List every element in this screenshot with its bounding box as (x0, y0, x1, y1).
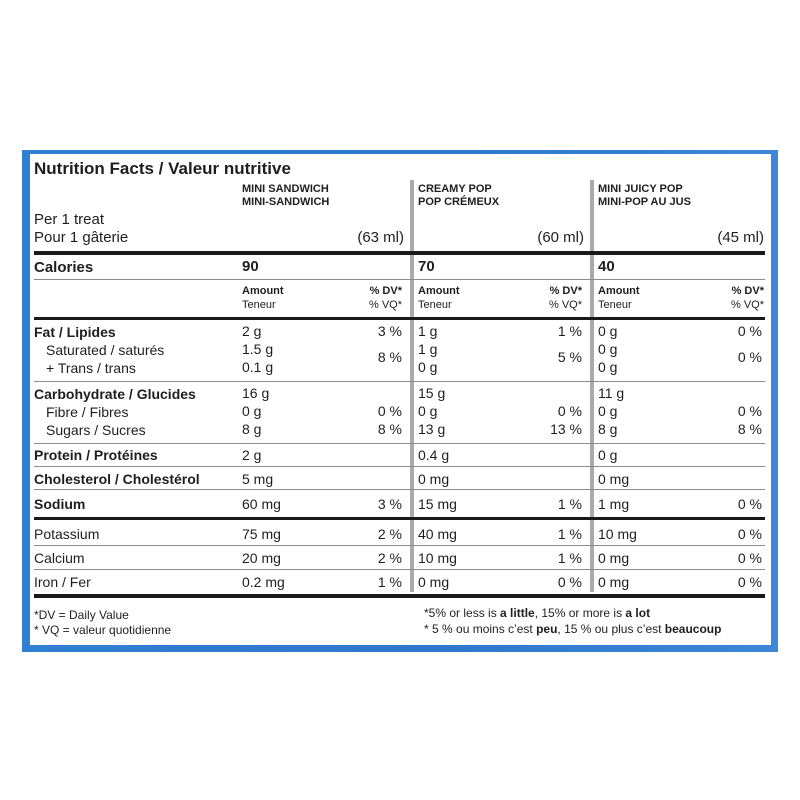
teneur-header: Teneur (418, 299, 452, 311)
trans-amount: 0.1 g (242, 359, 274, 375)
calcium-amount: 20 mg (242, 550, 281, 566)
calcium-amount: 10 mg (418, 550, 457, 566)
iron-amount: 0.2 mg (242, 574, 285, 590)
trans-amount: 0 g (598, 359, 618, 375)
guide-text: , 15% or more is (534, 606, 626, 620)
fibre-dv: 0 % (737, 403, 762, 419)
carbohydrate-amount: 11 g (598, 385, 625, 401)
product-3-calories: 40 (598, 258, 615, 275)
calcium-dv: 0 % (737, 550, 762, 566)
product-2-size: (60 ml) (537, 229, 584, 246)
sodium-amount: 60 mg (242, 496, 281, 512)
trans-label: + Trans / trans (46, 360, 136, 376)
sugars-dv: 8 % (377, 421, 402, 437)
rule-thick (34, 251, 765, 255)
sugars-amount: 13 g (418, 421, 446, 437)
vq-header: % VQ* (368, 299, 402, 311)
vq-header: % VQ* (730, 299, 764, 311)
potassium-amount: 10 mg (598, 526, 637, 542)
teneur-header: Teneur (242, 299, 276, 311)
rule (34, 569, 765, 570)
rule (34, 381, 765, 382)
product-3-name-en: MINI JUICY POP (598, 183, 683, 195)
potassium-label: Potassium (34, 526, 100, 542)
guide-text: *5% or less is (424, 606, 501, 620)
calcium-dv: 2 % (377, 550, 402, 566)
guide-emphasis: a little (500, 606, 535, 620)
fibre-dv: 0 % (377, 403, 402, 419)
dv-header: % DV* (549, 285, 582, 297)
rule-thick (34, 317, 765, 320)
calcium-label: Calcium (34, 550, 85, 566)
rule-thick (34, 517, 765, 520)
guide-text: * 5 % ou moins c’est (424, 622, 537, 636)
fat-dv: 1 % (557, 323, 582, 339)
calories-label: Calories (34, 259, 94, 276)
rule-thick (34, 594, 765, 598)
sodium-amount: 1 mg (598, 496, 630, 512)
saturated-amount: 0 g (598, 341, 618, 357)
rule (34, 489, 765, 490)
protein-amount: 2 g (242, 447, 262, 463)
product-2-name-en: CREAMY POP (418, 183, 492, 195)
trans-amount: 0 g (418, 359, 438, 375)
rule (34, 545, 765, 546)
rule (34, 279, 765, 280)
fat-label: Fat / Lipides (34, 324, 116, 340)
iron-dv: 0 % (557, 574, 582, 590)
guide-text: , 15 % ou plus c’est (557, 622, 665, 636)
product-1-name-fr: MINI-SANDWICH (242, 196, 330, 208)
product-1-calories: 90 (242, 258, 259, 275)
protein-label: Protein / Protéines (34, 447, 158, 463)
saturated-amount: 1 g (418, 341, 438, 357)
fat-dv: 3 % (377, 323, 402, 339)
footnote-dv-guide-en (424, 606, 650, 620)
saturated-amount: 1.5 g (242, 341, 274, 357)
carbohydrate-amount: 15 g (418, 385, 446, 401)
fat-amount: 0 g (598, 323, 618, 339)
product-3-name-fr: MINI-POP AU JUS (598, 196, 691, 208)
carbohydrate-amount: 16 g (242, 385, 270, 401)
sat-trans-dv: 8 % (377, 349, 402, 365)
protein-amount: 0 g (598, 447, 618, 463)
iron-amount: 0 mg (418, 574, 450, 590)
fibre-label: Fibre / Fibres (46, 404, 129, 420)
carbohydrate-label: Carbohydrate / Glucides (34, 386, 196, 402)
sugars-dv: 13 % (550, 421, 582, 437)
potassium-dv: 1 % (557, 526, 582, 542)
product-3-size: (45 ml) (717, 229, 764, 246)
sodium-dv: 1 % (557, 496, 582, 512)
guide-emphasis: beaucoup (664, 622, 722, 636)
saturated-label: Saturated / saturés (46, 342, 165, 358)
cholesterol-amount: 5 mg (242, 471, 274, 487)
cholesterol-amount: 0 mg (418, 471, 450, 487)
teneur-header: Teneur (598, 299, 632, 311)
fibre-amount: 0 g (418, 403, 438, 419)
fat-dv: 0 % (737, 323, 762, 339)
product-1-size: (63 ml) (357, 229, 404, 246)
cholesterol-amount: 0 mg (598, 471, 630, 487)
rule (34, 443, 765, 444)
sat-trans-dv: 0 % (737, 349, 762, 365)
rule (34, 466, 765, 467)
sugars-amount: 8 g (242, 421, 262, 437)
potassium-dv: 0 % (737, 526, 762, 542)
cholesterol-label: Cholesterol / Cholestérol (34, 471, 200, 487)
dv-header: % DV* (731, 285, 764, 297)
footnote-vq: * VQ = valeur quotidienne (34, 623, 172, 637)
potassium-amount: 40 mg (418, 526, 457, 542)
calcium-dv: 1 % (557, 550, 582, 566)
serving-en: Per 1 treat (34, 211, 105, 228)
serving-fr: Pour 1 gâterie (34, 229, 129, 246)
dv-header: % DV* (369, 285, 402, 297)
product-1-name-en: MINI SANDWICH (242, 183, 329, 195)
footnote-dv-guide-fr (424, 622, 721, 636)
column-divider (410, 180, 414, 592)
product-2-calories: 70 (418, 258, 435, 275)
amount-header: Amount (242, 285, 284, 297)
iron-amount: 0 mg (598, 574, 630, 590)
sat-trans-dv: 5 % (557, 349, 582, 365)
vq-header: % VQ* (548, 299, 582, 311)
guide-emphasis: a lot (625, 606, 651, 620)
amount-header: Amount (418, 285, 460, 297)
sugars-dv: 8 % (737, 421, 762, 437)
fibre-dv: 0 % (557, 403, 582, 419)
iron-dv: 1 % (377, 574, 402, 590)
protein-amount: 0.4 g (418, 447, 450, 463)
sugars-label: Sugars / Sucres (46, 422, 146, 438)
column-divider (590, 180, 594, 592)
sugars-amount: 8 g (598, 421, 618, 437)
iron-dv: 0 % (737, 574, 762, 590)
product-2-name-fr: POP CRÉMEUX (418, 196, 500, 208)
potassium-dv: 2 % (377, 526, 402, 542)
fibre-amount: 0 g (242, 403, 262, 419)
footnote-dv: *DV = Daily Value (34, 608, 129, 622)
sodium-dv: 0 % (737, 496, 762, 512)
fat-amount: 1 g (418, 323, 438, 339)
sodium-amount: 15 mg (418, 496, 457, 512)
potassium-amount: 75 mg (242, 526, 281, 542)
fibre-amount: 0 g (598, 403, 618, 419)
guide-emphasis: peu (536, 622, 558, 636)
sodium-dv: 3 % (377, 496, 402, 512)
panel-title: Nutrition Facts / Valeur nutritive (34, 159, 291, 178)
calcium-amount: 0 mg (598, 550, 630, 566)
fat-amount: 2 g (242, 323, 262, 339)
amount-header: Amount (598, 285, 640, 297)
sodium-label: Sodium (34, 496, 86, 512)
iron-label: Iron / Fer (34, 574, 91, 590)
